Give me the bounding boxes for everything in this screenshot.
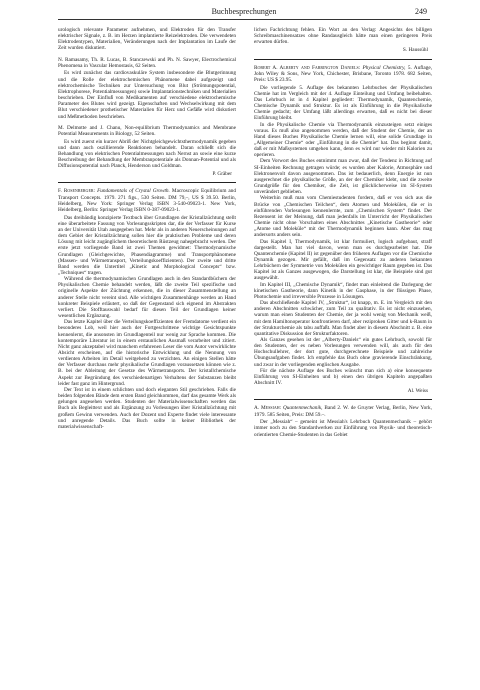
book-author: F. Rosenberger:	[58, 188, 96, 195]
section-divider	[254, 399, 432, 400]
review-ramasamy	[58, 57, 236, 120]
section-divider	[58, 182, 236, 183]
review-messiah	[254, 405, 432, 437]
review-paragraph: Der „Messiah“ – gemeint ist Messiah's Lehrbuch Quantenmechanik – gehört immer noch zu den Standardwerken zur Einführung von Physik- und theoretisch-orientierten Chemie-Studenten in das Gebiet	[254, 419, 432, 438]
book-title: Quantenmechanik,	[282, 405, 323, 412]
continued-paragraph: urologisch relevante Parameter aufnehmen, und Elektroden für den Transfer elektrischer Signale, z. B. im Herzen implantierte Reizelektroden. Die verwendeten Elektrodentypen, Materialien, Veränderungen nach der Implantation im Laufe der Zeit wurden diskutiert.	[58, 27, 236, 52]
book-details: 5. Auflage, John Wiley & Sons, New York, Chichester, Brisbane, Toronto 1978. 682 Seiten, Preis: US $ 23.95.	[254, 64, 432, 83]
review-citation	[254, 65, 432, 83]
review-citation	[254, 405, 432, 417]
reviewer-signature: P. Gräber	[212, 171, 232, 178]
review-paragraph: Es wird zuerst ein kurzer Abriß der Nichtgleichgewichtsthermodynamik gegeben und dann auch oszillierende Reaktionen behandelt. Daran schließt sich die Behandlung von elektrischen Potentialmessungen nach Nernst an sowie eine kurze Beschreibung der Behandlung der Membranpotentiale als Donnan-Potential und als Diffusionspotential nach Planck, Henderson und Goldman.	[58, 138, 236, 170]
review-citation	[58, 188, 236, 213]
continued-paragraph: lichen Fachrichtung fehlen. Ein Wort an den Verlag: Angesichts des billigen Schreibmaschinensatzes ohne Randausgleich hätte man einen geringeren Preis erwarten dürfen.	[254, 27, 432, 46]
review-paragraph: Es wird zunächst das cardiovaskuläre System insbesondere die Blutgerinnung und die Rolle der elektrochemischen Phänomene dabei aufgezeigt und elektrochemische Techniken zur Untersuchung von Blut (Strömungspotential, Elektrophorese, Potentialmessungen) sowie Implantationstechniken und Materialien beschrieben. Der Einfluß von Medikamenten auf verschiedene elektrochemische Parameter des Blutes wird gezeigt. Eigenschaften und Wechselwirkung mit dem Blut verschiedener prothetischer Materialien für Herz und Gefäße wird diskutiert und Meßmethoden beschrieben.	[58, 70, 236, 120]
book-title: Physical Chemistry,	[362, 64, 406, 71]
running-head	[58, 6, 430, 20]
review-alberty-daniels	[254, 65, 432, 395]
review-paragraph: Das letzte Kapitel über die Verteilungskoeffizienten der Fremdatome verdient ein besonderes Lob, weil hier auch der Fortgeschrittene wichtige Gesichtspunkte kennenlernt, die ansonsten im Grundlagenteil nur wenig zur Sprache kommen. Die kontemporäre Literatur ist in einem erstaunlichen Ausmaß verarbeitet und zitiert. Nicht ganz akzeptabel wird manchem erfahrenen Leser die vom Autor verwirklichte Absicht erscheinen, auf die historische Entwicklung und die Nennung von verdienten Arbeiten im Detail weitgehend zu verzichten. An einigen Stellen hätte der Verfasser durchaus mehr physikalische Grundlagen voraussetzen können wie z. B. bei der Ableitung der Gesetze des Wärmetransports. Der kristallchemische Aspekt zur Begründung des verschiedenartigen Verhaltens der Substanzen bleibt leider fast ganz im Hintergrund.	[58, 319, 236, 387]
review-paragraph: Während die thermodynamischen Grundlagen auch in den Standardbüchern der Physikalischen Chemie behandelt werden, läßt die zweite Teil spezifische und originelle Aspekte der Züchtung erkennen, die in dieser Zusammenstellung an anderer Stelle nicht vereint sind. Alle wichtigen Zusammenhänge werden an Hand konkreter Beispiele erläutert, so daß der Gegenstand sich eignend im Abstrakten verliert. Die Stofftauswahl bedarf für diesen Teil der Grundlagen keiner wesentlichen Ergänzung.	[58, 276, 236, 320]
book-details: Macroscopic Equilibrium and Transport Concepts. 1979. 271 figs., 530 Seiten. DM 79,–, US $ 39.50. Berlin, Heidelberg, New York: Springer Verlag ISBN 3-540-09023-1. New York, Heidelberg, Berlin: Springer Verlag ISBN 0-387-09023-1.	[58, 188, 236, 213]
review-paragraph: Dem Vorwort des Buches entnimmt man zwar, daß der Tendenz in Richtung auf SI-Einheiten Rechnung getragen würde; es wurden aber Kalorie, Atmosphäre und Elektronenvolt davon ausgenommen. Das ist bedauerlich, denn Energie ist nun ausgerechnet die physikalische Größe, an der der Chemiker klebt, und die zweite Grundgröße für den Chemiker, die Zeit, ist glücklicherweise im SI-System unverändert geblieben.	[254, 158, 432, 196]
book-author: A. Messiah:	[254, 405, 282, 412]
right-column	[254, 27, 432, 682]
page-number: 249	[415, 7, 427, 16]
book-title: Fundamentals of Crystal Growth.	[97, 188, 170, 195]
review-rosenberger	[58, 188, 236, 430]
book-details: Band 2. W. de Gruyter Verlag, Berlin, New York, 1979. 585 Seiten, Preis: DM 59.–.	[254, 405, 432, 418]
review-paragraph: Weiterhin muß man vom Chemiestudenten fordern, daß er von sich aus die Brücke von „Chemischen Teilchen“, dem Atomen und Molekülen, die er in einführenden Vorlesungen kennenlernte, zum „Chemischen System“ findet. Der Rezensent ist der Meinung, daß man jedenfalls im Unterricht der Physikalischen Chemie nicht ohne Vorschalten eines Abschnittes „Kinetische Gastheorie“ oder „Atome und Moleküle“ mit der Thermodynamik beginnen kann. Aber das mag andersorts anders sein.	[254, 195, 432, 239]
review-delmotte	[58, 125, 236, 178]
review-paragraph: Als Ganzes gesehen ist der „Alberty-Daniels“ ein gutes Lehrbuch, sowohl für den Studenten, der es neben Vorlesungen verwenden will, als auch für den Hochschullehrer, der dort gute, durchgerechnete Beispiele und zahlreiche Übungsaufgaben findet. Ich empfehle das Buch ohne gravierende Einschränkung, und zwar in der vorliegenden englischen Ausgabe.	[254, 337, 432, 368]
review-citation: M. Delmotte and J. Chanu, Non-equilibrium Thermodynamics and Membrane Potential Measurements in Biology, 52 Seiten.	[58, 124, 236, 137]
left-column	[58, 27, 236, 682]
review-paragraph: Im Kapitel III, „Chemische Dynamik“, findet man einleitend die Darlegung der kinetischen Gastheorie, dann Kinetik in der Gasphase, in der flüssigen Phase, Photochemie und irreversible Prozesse in Lösungen.	[254, 281, 432, 300]
book-author: Robert A. Alberty and Farrington Daniels:	[254, 64, 361, 71]
review-paragraph: Das abschließende Kapitel IV, „Struktur“, ist knapp, m. E. im Vergleich mit den anderen Abschnitten schwächer, zum Teil zu qualitativ. Es ist nicht einzusehen, warum man einen Studenten der Chemie, der ja wohl wenig von Mechanik weiß, mit dem Hamiltonoperator konfrontieren darf, aber reziproken Gitter und k-Raum in der Strukturchemie als tabu auffaßt. Man findet aber in diesem Abschnitt z. B. eine quantitative Diskussion der Strukturfaktoren.	[254, 300, 432, 337]
review-paragraph: Die vorliegende 5. Auflage des bekannten Lehrbuches der Physikalischen Chemie hat im Vergleich mit der 4. Auflage Einteilung und Umfang beibehalten. Das Lehrbuch ist in 4 Kapitel gegliedert: Thermodynamik, Quantenchemie, Chemische Dynamik und Struktur. Es ist als Einführung in die Physikalische Chemie gedacht; der Umfang läßt allerdings erwarten, daß es nicht bei dieser Einführung bleibt.	[254, 84, 432, 122]
review-citation: N. Ramasamy, Th. R. Lucas, B. Stanczewski and Ph. N. Sawyer, Electrochemical Phenomena in Vascular Hemostasis, 62 Seiten.	[58, 56, 236, 69]
reviewer-signature: Al. Weiss	[407, 388, 428, 395]
review-paragraph: Das Kapitel I, Thermodynamik, ist klar formuliert, logisch aufgebaut, straff dargestellt. Man hat viel davon, wenn man es durchgearbeitet hat. Die Quantenchemie (Kapitel II) ist gegenüber den früheren Auflagen vor die Chemische Dynamik gezogen. Mir gefällt, daß im Gegensatz zu anderen bekannten Lehrbüchern der Symmetrie von Molekülen ein gewichtiger Raum gegeben ist. Das Kapitel ist als Ganzes ausgewogen, die Darstellung ist klar, die Beispiele sind gut ausgewählt.	[254, 238, 432, 282]
section-divider	[254, 59, 432, 60]
review-paragraph: Für die nächste Auflage des Buches wünscht man sich a) eine konsequente Einführung von SI-Einheiten und b) einen den übrigen Kapiteln angepaßten Abschnitt IV.	[254, 367, 432, 387]
review-paragraph: In die Physikalische Chemie via Thermodynamik einzusteigen setzt einiges voraus. Es muß also angenommen werden, daß der Student der Chemie, der an Hand dieses Buches Physikalische Chemie lernen will, eine solide Grundlage in „Allgemeiner Chemie“ oder „Einführung in die Chemie“ hat. Das beginnt damit, daß er mit Maßsystemen umgehen kann, denn es wird nur wieder mit Kalorien zu operieren.	[254, 121, 432, 159]
running-head-title: Buchbesprechungen	[211, 7, 277, 16]
review-paragraph: Das dreibändig konzipierte Textbuch über Grundlagen der Kristallzüchtung stellt eine überarbeitete Fassung von Vorlesungsskripten dar, die der Verfasser für Kurse an der Universität Utah ausgegeben hat. Mehr als in anderen Neuerscheinungen auf dem Gebiet der Kristallzüchtung sollen hier die praktischen Probleme und deren Lösung mit leicht zugänglichem theoretischem Rüstzeug nahegebracht werden. Der erste jetzt vorliegende Band ist zwei Themen gewidmet: Thermodynamische Grundlagen (Gleichgewichte, Phasendiagramme) und Transportphänomene (Massen- und Wärmetransport, Verteilungskoeffizienten). Der zweite und dritte Band werden die Untertitel „Kinetic and Morphological Concepts“ bzw. „Techniques“ tragen.	[58, 214, 236, 276]
reviewer-signature: S. Haussühl	[402, 47, 428, 54]
review-paragraph: Der Text ist in einem schlichten und doch eleganten Stil geschrieben. Falls die beiden folgenden Bände dem ersten Band gleichkommen, darf das gesamte Werk als gelungen angesehen werden. Studenten der Materialwissenschaften werden das Buch als Begleittext und als Ergänzung zu Vorlesungen über Kristallzüchtung mit großem Gewinn verwenden. Auch der Dozent und Experte findet viele interessante und anregende Details. Das Buch sollte in keiner Bibliothek der materialwissenschaft-	[58, 386, 236, 430]
